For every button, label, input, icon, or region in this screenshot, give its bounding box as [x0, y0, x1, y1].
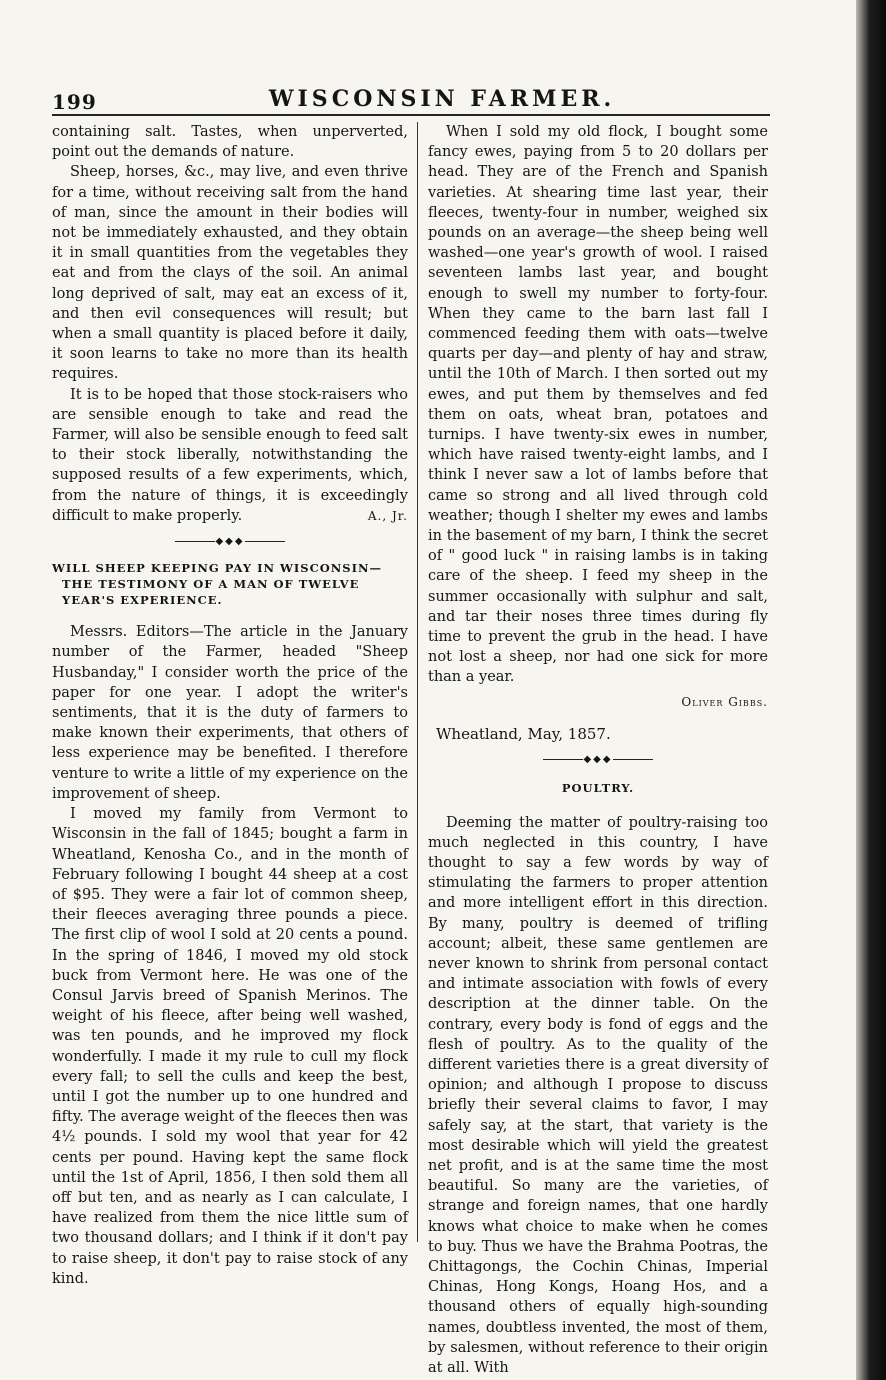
- paragraph: When I sold my old flock, I bought some fancy ewes, paying from 5 to 20 dollars per head. They are of the French and Spanish varieties. At shearing time last year, their fleeces, twenty-four in number, weighed six pounds on an average—the sheep being well washed—one year's growth of wool. I raised seventeen lambs last year, and bought enough to swell my number to forty-four. When they came to the barn last fall I commenced feeding them with oats—twelve quarts per day—and plenty of hay and straw, until the 10th of March. I then sorted out my ewes, and put them by themselves and fed them on oats, wheat bran, potatoes and turnips. I have twenty-six ewes in number, which have raised twenty-eight lambs, and I think I never saw a lot of lambs before that came so strong and all lived through cold weather; though I shelter my ewes and lambs in the basement of my barn, I think the secret of " good luck " in raising lambs is in taking care of the sheep. I feed my sheep in the summer occasionally with sulphur and salt, and tar their noses three times during fly time to prevent the grub in the head. I have not lost a sheep, nor had one sick for more than a year.: [428, 124, 768, 686]
- article-heading: [52, 560, 408, 608]
- section-ornament: ◆◆◆: [52, 532, 408, 552]
- scan-edge: [856, 0, 886, 1380]
- paragraph: containing salt. Tastes, when unperverted, point out the demands of nature.: [52, 124, 408, 161]
- left-column: [52, 122, 408, 1289]
- paragraph: [52, 385, 408, 526]
- signature: A., Jr.: [367, 508, 408, 523]
- section-ornament: ◆◆◆: [428, 750, 768, 770]
- signature: Oliver Gibbs.: [681, 694, 768, 709]
- article-heading: POULTRY.: [561, 781, 635, 796]
- paragraph-text: It is to be hoped that those stock-raisers who are sensible enough to take and read the Farmer, will also be sensible enough to feed salt to their stock liberally, notwithstanding the supposed results of a few experiments, which, from the nature of things, it is exceedingly difficult to make properly.: [52, 386, 408, 524]
- paragraph: Sheep, horses, &c., may live, and even thrive for a time, without receiving salt from the hand of man, since the amount in their bodies will not be immediately exhausted, and they obtain it in small quantities from the vegetables they eat and from the clays of the soil. An animal long deprived of salt, may eat an excess of it, and then evil consequences will result; but when a small quantity is placed before it daily, it soon learns to take no more than its health requires.: [52, 164, 408, 383]
- paragraph: Messrs. Editors—The article in the January number of the Farmer, headed "Sheep Husbanday," I consider worth the price of the paper for one year. I adopt the writer's sentiments, that it is the duty of farmers to make known their experiments, that others of less experience may be benefited. I therefore venture to write a little of my experience on the improvement of sheep.: [52, 624, 408, 802]
- column-divider: [417, 122, 418, 1242]
- header-rule: [52, 114, 770, 116]
- right-column: [428, 122, 768, 1378]
- heading-line: YEAR'S EXPERIENCE.: [62, 593, 223, 608]
- heading-line: WILL SHEEP KEEPING PAY IN WISCONSIN—: [52, 561, 382, 576]
- paragraph: I moved my family from Vermont to Wisconsin in the fall of 1845; bought a farm in Wheatland, Kenosha Co., and in the month of February following I bought 44 sheep at a cost of $95. They were a fair lot of common sheep, their fleeces averaging three pounds a piece. The first clip of wool I sold at 20 cents a pound. In the spring of 1846, I moved my old stock buck from Vermont here. He was one of the Consul Jarvis breed of Spanish Merinos. The weight of his fleece, after being well washed, was ten pounds, and he improved my flock wonderfully. I made it my rule to cull my flock every fall; to sell the culls and keep the best, until I got the number up to one hundred and fifty. The average weight of the fleeces then was 4½ pounds. I sold my wool that year for 42 cents per pound. Having kept the same flock until the 1st of April, 1856, I then sold them all off but ten, and as nearly as I can calculate, I have realized from them the nice little sum of two thousand dollars; and I think if it don't pay to raise sheep, it don't pay to raise stock of any kind.: [52, 806, 408, 1287]
- running-title: WISCONSIN FARMER.: [268, 86, 616, 112]
- page-number: 199: [52, 90, 97, 114]
- heading-line: THE TESTIMONY OF A MAN OF TWELVE: [62, 577, 360, 592]
- page-header: [52, 86, 768, 114]
- dateline: Wheatland, May, 1857.: [436, 724, 611, 743]
- paragraph: Deeming the matter of poultry-raising too much neglected in this country, I have thought to say a few words by way of stimulating the farmers to proper attention and more intelligent effort in this direction. By many, poultry is deemed of trifling account; albeit, these same gentlemen are never known to shrink from personal contact and intimate association with fowls of every description at the dinner table. On the contrary, every body is fond of eggs and the flesh of poultry. As to the quality of the different varieties there is a great diversity of opinion; and although I propose to discuss briefly their several claims to favor, I may safely say, at the start, that variety is the most desirable which will yield the greatest net profit, and is at the same time the most beautiful. So many are the varieties, of strange and foreign names, that one hardly knows what choice to make when he comes to buy. Thus we have the Brahma Pootras, the Chittagongs, the Cochin Chinas, Imperial Chinas, Hong Kongs, Hoang Hos, and a thousand others of equally high-sounding names, doubtless invented, the most of them, by salesmen, without reference to their origin at all. With: [428, 814, 768, 1376]
